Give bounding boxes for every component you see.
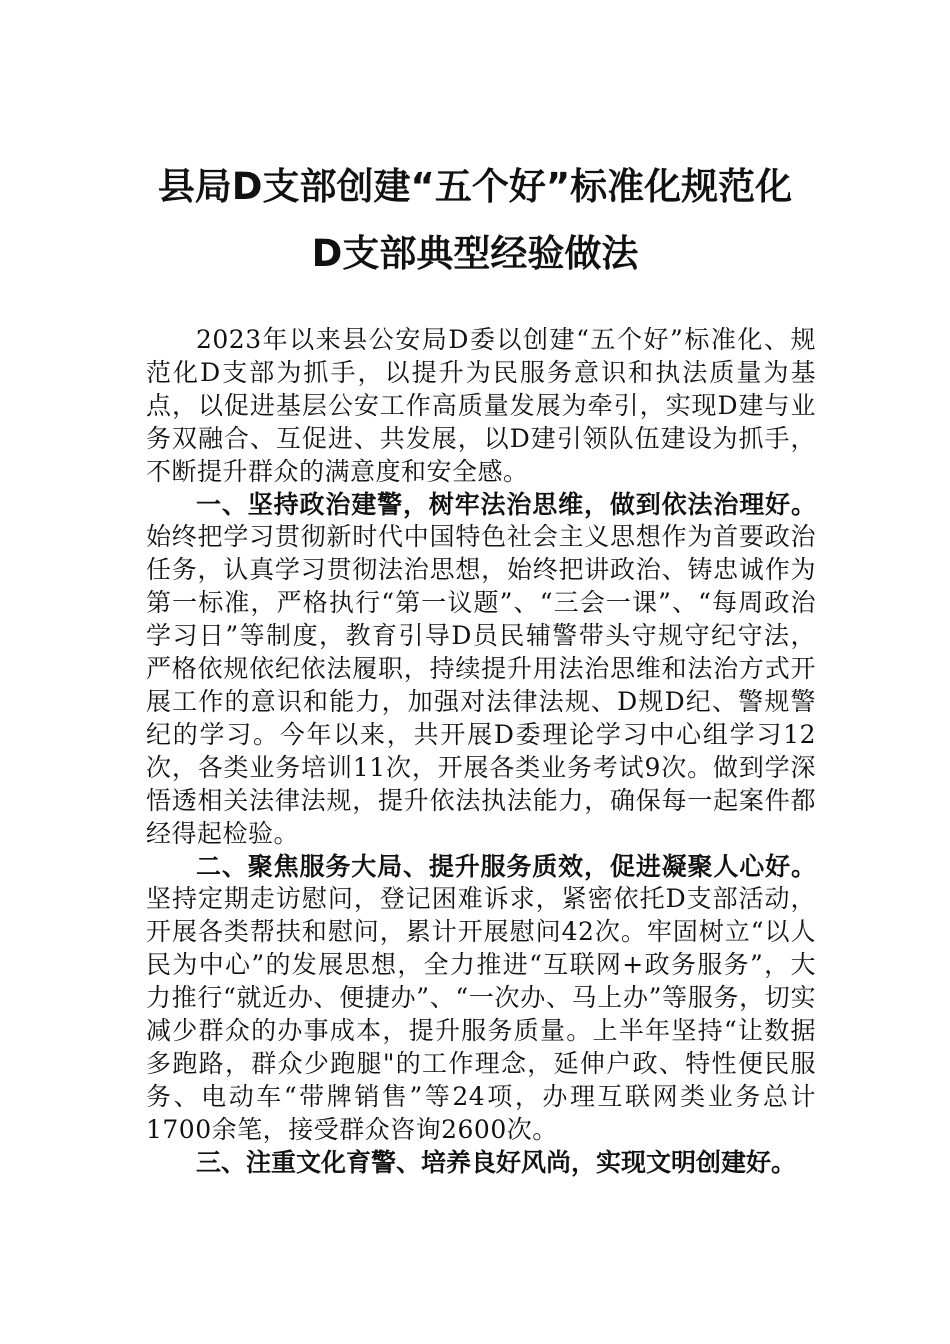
- section-1-heading: 一、坚持政治建警，树牢法治思维，做到依法治理好。: [196, 489, 816, 519]
- section-1-paragraph: [146, 489, 816, 851]
- intro-paragraph: 2023年以来县公安局D委以创建“五个好”标准化、规范化D支部为抓手，以提升为民服务意识和执法质量为基点，以促进基层公安工作高质量发展为牵引，实现D建与业务双融合、互促进、共发展，以D建引领队伍建设为抓手，不断提升群众的满意度和安全感。: [146, 325, 816, 486]
- document-title-line-2: D支部典型经验做法: [311, 232, 639, 275]
- document-title-line-1: 县局D支部创建“五个好”标准化规范化: [157, 165, 793, 208]
- section-3-heading: 三、注重文化育警、培养良好风尚，实现文明创建好。: [196, 1147, 797, 1177]
- section-2-paragraph: [146, 851, 816, 1147]
- section-2-heading: 二、聚焦服务大局、提升服务质效，促进凝聚人心好。: [196, 851, 816, 881]
- document-body: [146, 324, 816, 1180]
- section-2-body: 坚持定期走访慰问，登记困难诉求，紧密依托D支部活动，开展各类帮扶和慰问，累计开展慰问42次。牢固树立“以人民为中心”的发展思想，全力推进“互联网+政务服务”，大力推行“就近办、便捷办”、“一次办、马上办”等服务，切实减少群众的办事成本，提升服务质量。上半年坚持“让数据多跑路，群众少跑腿"的工作理念，延伸户政、特性便民服务、电动车“带牌销售”等24项，办理互联网类业务总计1700余笔，接受群众咨询2600次。: [146, 884, 816, 1144]
- section-1-body: 始终把学习贯彻新时代中国特色社会主义思想作为首要政治任务，认真学习贯彻法治思想，始终把讲政治、铸忠诚作为第一标准，严格执行“第一议题”、“三会一课”、“每周政治学习日”等制度，教育引导D员民辅警带头守规守纪守法，严格依规依纪依法履职，持续提升用法治思维和法治方式开展工作的意识和能力，加强对法律法规、D规D纪、警规警纪的学习。今年以来，共开展D委理论学习中心组学习12次，各类业务培训11次，开展各类业务考试9次。做到学深悟透相关法律法规，提升依法执法能力，确保每一起案件都经得起检验。: [146, 522, 816, 848]
- section-3-paragraph: [146, 1147, 816, 1180]
